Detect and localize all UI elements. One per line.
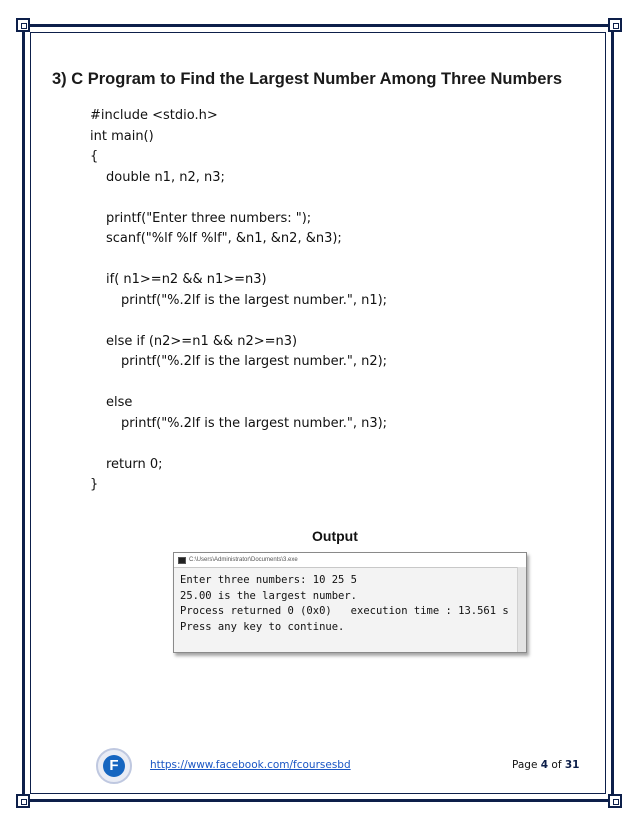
- code-line: return 0;: [106, 456, 163, 472]
- code-line-blank: [90, 188, 387, 209]
- code-line: printf("Enter three numbers: ");: [106, 210, 312, 226]
- code-line: #include <stdio.h>: [90, 108, 218, 123]
- console-output: [180, 573, 509, 635]
- code-line: scanf("%lf %lf %lf", &n1, &n2, &n3);: [106, 231, 342, 246]
- code-line: }: [90, 477, 99, 492]
- page-number: [512, 759, 580, 771]
- code-line: printf("%.2lf is the largest number.", n2);: [121, 354, 388, 369]
- facebook-link[interactable]: https://www.facebook.com/fcoursesbd: [150, 759, 351, 771]
- code-line-blank: [90, 373, 387, 394]
- logo-letter: F: [103, 755, 125, 777]
- code-line: printf("%.2lf is the largest number.", n3);: [121, 415, 388, 431]
- console-titlebar: [174, 553, 526, 568]
- page-total: 31: [564, 759, 580, 771]
- console-title: C:\Users\Administrator\Documents\3.exe: [189, 557, 298, 563]
- console-line: 25.00 is the largest number.: [180, 589, 358, 602]
- page-prefix: Page: [512, 759, 541, 771]
- console-line: Process returned 0 (0x0) execution time : 13.561 s: [180, 605, 509, 617]
- console-app-icon: [178, 557, 186, 564]
- console-line: Enter three numbers: 10 25 5: [180, 574, 358, 586]
- output-label: Output: [312, 528, 358, 544]
- code-line: {: [90, 149, 99, 164]
- page-current: 4: [540, 759, 549, 771]
- code-line: else if (n2>=n1 && n2>=n3): [106, 333, 298, 349]
- console-line: Press any key to continue.: [180, 620, 345, 633]
- fcourses-logo-icon: [96, 748, 132, 784]
- code-line: if( n1>=n2 && n1>=n3): [106, 272, 267, 287]
- corner-ornament-top-left: [16, 18, 30, 32]
- code-line: int main(): [90, 128, 154, 144]
- code-block: [90, 106, 387, 496]
- corner-ornament-bottom-right: [608, 794, 622, 808]
- code-line-blank: [90, 311, 387, 332]
- console-scrollbar: [517, 567, 526, 652]
- corner-ornament-bottom-left: [16, 794, 30, 808]
- console-screenshot: [173, 552, 527, 653]
- page-of: of: [548, 759, 565, 771]
- code-line-blank: [90, 434, 387, 455]
- code-line-blank: [90, 250, 387, 271]
- code-line: else: [106, 395, 133, 410]
- code-line: printf("%.2lf is the largest number.", n1);: [121, 292, 388, 308]
- section-heading: 3) C Program to Find the Largest Number Among Three Numbers: [52, 70, 563, 88]
- corner-ornament-top-right: [608, 18, 622, 32]
- code-line: double n1, n2, n3;: [106, 169, 225, 185]
